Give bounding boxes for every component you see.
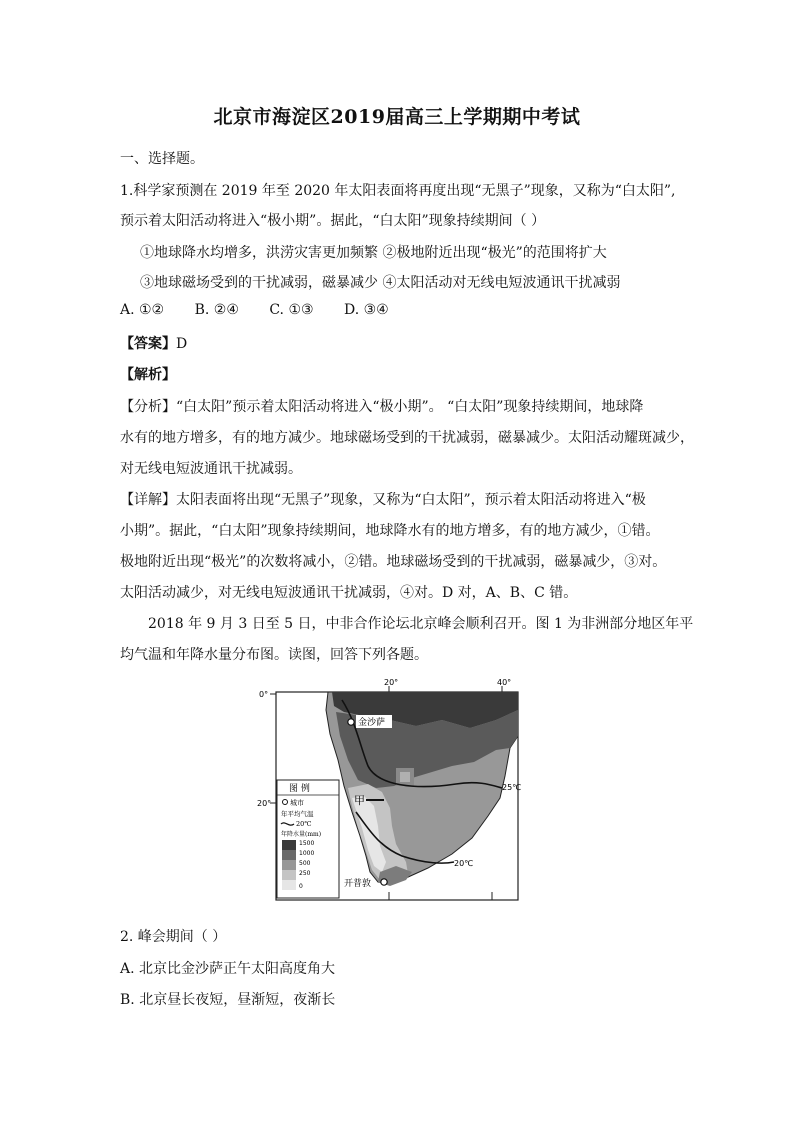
legend-temp-title: 年平均气温 — [281, 810, 314, 818]
lon-label-20: 20° — [384, 678, 399, 687]
answer-value: D — [176, 336, 188, 352]
legend-title: 图 例 — [289, 784, 310, 794]
kinshasa-label: 金沙萨 — [358, 718, 386, 728]
xiangjie-line3: 极地附近出现“极光”的次数将减小，②错。地球磁场受到的干扰减弱，磁暴减少，③对。 — [120, 554, 667, 570]
q1-items-line1: ①地球降水均增多，洪涝灾害更加频繁 ②极地附近出现“极光”的范围将扩大 — [140, 245, 607, 261]
map-blur-patch-inner — [400, 772, 410, 782]
lat-label-20: 20° — [257, 799, 272, 808]
q2-stem: 2. 峰会期间（ ） — [120, 929, 227, 945]
legend-value-1000: 1000 — [299, 850, 315, 857]
legend-rain-title: 年降水量(mm) — [281, 831, 322, 838]
fenxi-line2: 水有的地方增多，有的地方减少。地球磁场受到的干扰减弱，磁暴减少。太阳活动耀斑减少， — [120, 430, 694, 446]
legend-temp-value: 20℃ — [296, 820, 312, 828]
q1-option-c: C. ①③ — [269, 302, 314, 318]
isotherm-label-20: 20℃ — [454, 859, 474, 868]
legend-city-label: 城市 — [290, 799, 304, 807]
lat-label-0: 0° — [259, 690, 269, 699]
legend-value-1500: 1500 — [299, 840, 315, 847]
answer-label: 【答案】 — [120, 336, 176, 352]
legend-value-250: 250 — [299, 870, 311, 877]
capetown-marker — [381, 879, 387, 885]
lon-label-40: 40° — [497, 678, 512, 687]
isotherm-label-25: 25℃ — [502, 783, 522, 792]
section-heading: 一、选择题。 — [120, 151, 204, 167]
analysis-label: 【解析】 — [120, 367, 176, 383]
q1-stem-line1: 1.科学家预测在 2019 年至 2020 年太阳表面将再度出现“无黑子”现象，又称为“白太阳”, — [120, 183, 676, 199]
legend-value-0: 0 — [299, 883, 303, 890]
kinshasa-marker — [348, 719, 354, 725]
legend-value-500: 500 — [299, 860, 311, 867]
legend-swatch-0 — [282, 880, 296, 890]
q1-options — [120, 302, 415, 318]
place-jia: 甲 — [354, 794, 365, 807]
legend-swatch-250 — [282, 870, 296, 880]
q1-option-a: A. ①② — [120, 302, 165, 318]
legend-swatch-1000 — [282, 850, 296, 860]
capetown-label: 开普敦 — [344, 879, 372, 889]
legend-swatch-1500 — [282, 840, 296, 850]
africa-climate-map — [256, 676, 526, 908]
xiangjie-line1: 【详解】太阳表面将出现“无黑子”现象，又称为“白太阳”，预示着太阳活动将进入“极 — [120, 492, 646, 508]
passage-line2: 均气温和年降水量分布图。读图，回答下列各题。 — [120, 647, 428, 663]
passage-line1: 2018 年 9 月 3 日至 5 日，中非合作论坛北京峰会顺利召开。图 1 为非洲部分地区年平 — [148, 616, 694, 632]
q1-items-line2: ③地球磁场受到的干扰减弱，磁暴减少 ④太阳活动对无线电短波通讯干扰减弱 — [140, 275, 621, 291]
legend-city-icon — [283, 800, 288, 805]
q1-answer — [120, 333, 187, 353]
q1-option-d: D. ③④ — [344, 302, 389, 318]
q2-option-b: B. 北京昼长夜短，昼渐短，夜渐长 — [120, 992, 336, 1008]
fenxi-line3: 对无线电短波通讯干扰减弱。 — [120, 461, 302, 477]
q2-option-a: A. 北京比金沙萨正午太阳高度角大 — [120, 961, 336, 977]
page-title: 北京市海淀区2019届高三上学期期中考试 — [213, 106, 581, 128]
xiangjie-line2: 小期”。据此，“白太阳”现象持续期间，地球降水有的地方增多，有的地方减少，①错。 — [120, 523, 660, 539]
q1-stem-line2: 预示着太阳活动将进入“极小期”。据此，“白太阳”现象持续期间（ ） — [120, 213, 546, 229]
xiangjie-line4: 太阳活动减少，对无线电短波通讯干扰减弱，④对。D 对，A、B、C 错。 — [120, 585, 578, 601]
fenxi-line1: 【分析】“白太阳”预示着太阳活动将进入“极小期”。 “白太阳”现象持续期间，地球降 — [120, 399, 644, 415]
legend-swatch-500 — [282, 860, 296, 870]
q1-option-b: B. ②④ — [194, 302, 239, 318]
map-svg — [256, 676, 526, 908]
